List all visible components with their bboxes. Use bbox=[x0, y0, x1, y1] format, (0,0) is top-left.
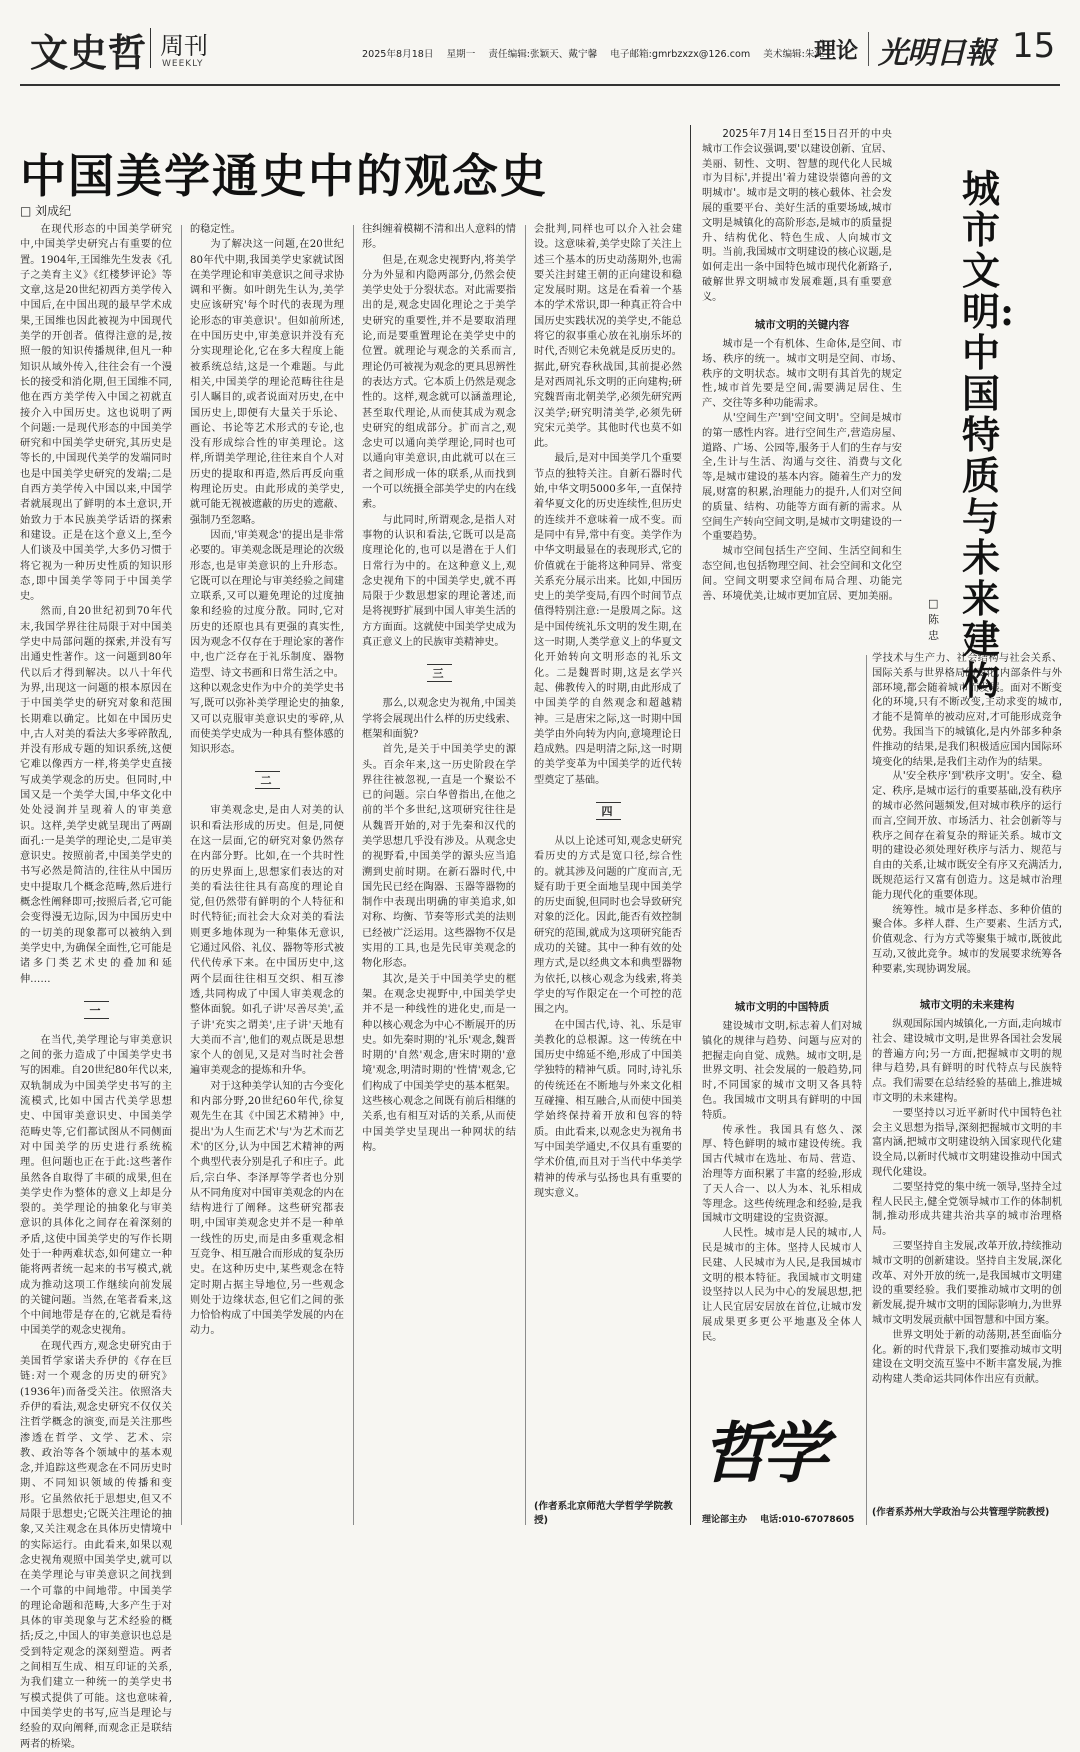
column-divider bbox=[353, 225, 354, 1525]
article1-col1 bbox=[20, 222, 172, 1750]
article1-affiliation: (作者系北京师范大学哲学学院教授) bbox=[534, 1500, 682, 1528]
weekly-label: 周刊 bbox=[160, 32, 208, 60]
footer-host: 理论部主办 bbox=[702, 1515, 748, 1525]
paragraph: 二要坚持党的集中统一领导,坚持全过程人民民主,健全党领导城市工作的体制机制,推动形成共建共治共享的城市治理格局。 bbox=[872, 1181, 1062, 1238]
lead-paragraph: 2025年7月14日至15日召开的中央城市工作会议强调,要'以建设创新、宜居、美丽、韧性、文明、智慧的现代化人民城市为目标',并提出'着力建设崇德向善的文明城市'。城市是文明的核心载体、社会发展的重要平台、美好生活的重要场域,城市文明是城镇化的高阶形态,是城市的质量提升、结构优化、特色生成、人向城市文明。当前,我国城市文明建设的核心议题,是如何走出一条中国特色城市现代化新路子,破解世界文明城市发展难题,具有重要意义。 bbox=[702, 129, 892, 303]
column-label: 理论 bbox=[814, 39, 859, 64]
philosophy-badge bbox=[700, 1400, 864, 1508]
paragraph: 对于这种美学认知的古今变化和内部分野,20世纪60年代,徐复观先生在其《中国艺术精神》中,提出'为人生而艺术'与'为艺术而艺术'的区分,认为中国艺术精神的两个典型代表分别是孔子和庄子。此后,宗白华、李泽厚等学者也分别从不同角度对中国审美观念的内在结构进行了阐释。这些研究都表明,中国审美观念史并不是一种单一线性的历史,而是由多重观念相互竞争、相互融合而形成的复杂历史。在这种历史中,某些观念在特定时期占据主导地位,另一些观念则处于边缘状态,但它们之间的张力恰恰构成了中国美学发展的内在动力。 bbox=[190, 1080, 344, 1337]
article-divider bbox=[690, 125, 691, 1525]
paragraph: 的稳定性。 bbox=[190, 224, 241, 235]
paragraph: 一要坚持以习近平新时代中国特色社会主义思想为指导,深刻把握城市文明的丰富内涵,把城市文明建设纳入国家现代化建设全局,以新时代城市文明建设推动中国式现代化建设。 bbox=[872, 1107, 1062, 1178]
article2-col3 bbox=[702, 992, 862, 1397]
article1-title: 中国美学通史中的观念史 bbox=[20, 149, 548, 203]
paper-name: 光明日報 bbox=[878, 36, 994, 71]
paragraph: 在现代西方,观念史研究由于美国哲学家诺夫乔伊的《存在巨链:对一个观念的历史的研究》(1936年)而备受关注。依照洛夫乔伊的看法,观念史研究不仅仅关注哲学概念的演变,而是关注那些渗透在哲学、文学、艺术、宗教、政治等各个领域中的基本观念,并追踪这些观念在不同历史时期、不同知识领域的传播和变形。它虽然依托于思想史,但又不局限于思想史;它既关注理论的抽象,又关注观念在具体历史情境中的实际运行。由此看来,如果以观念史视角观照中国美学史,就可以在美学理论与审美意识之间找到一个可靠的中间地带。中国美学的理论命题和范畴,大多产生于对具体的审美现象与艺术经验的概括;反之,中国人的审美意识也总是受到特定观念的深刻塑造。两者之间相互生成、相互印证的关系,为我们建立一种统一的美学史书写模式提供了可能。这也意味着,中国美学史的书写,应当是理论与经验的双向阐释,而观念正是联结两者的桥梁。 bbox=[20, 1340, 172, 1750]
paragraph: 往纠缠着模糊不清和出人意料的情形。 bbox=[362, 224, 516, 251]
paragraph: 三要坚持自主发展,改革开放,持续推动城市文明的创新建设。坚持自主发展,深化改革、对外开放的统一,是我国城市文明建设的重要经验。我们要推动城市文明的创新发展,提升城市文明的国际影响力,为世界城市文明发展贡献中国智慧和中国方案。 bbox=[872, 1240, 1062, 1326]
article2-col2 bbox=[872, 652, 1062, 987]
paragraph: 学技术与生产力、社会结构与社会关系、国际关系与世界格局的变化,内部条件与外部环境,都会随着城市而发展。面对不断变化的环境,只有不断改变,主动求变的城市,才能不是简单的被动应对,才可能形成竞争优势。我国当下的城镇化,是内外部多种条件推动的结果,是我们积极适应国内国际环境变化的结果,是我们主动作为的结果。 bbox=[872, 653, 1062, 768]
footer-phone: 电话:010-67078605 bbox=[760, 1515, 855, 1525]
subheading: 城市文明的关键内容 bbox=[754, 319, 850, 331]
header-email: 电子邮箱:gmrbzxzx@126.com bbox=[610, 49, 751, 60]
section-marker: 一 bbox=[20, 1001, 172, 1019]
paragraph: 从'安全秩序'到'秩序文明'。安全、稳定、秩序,是城市运行的重要基础,没有秩序的城市必然问题频发,但对城市秩序的运行而言,空间开放、市场活力、社会创新等与秩序之间存在着复杂的辩证关系。城市文明的建设必须处理好秩序与活力、规范与自由的关系,让城市既安全有序又充满活力,既规范运行又富有创造力。这是城市治理能力现代化的重要体现。 bbox=[872, 771, 1062, 901]
header-editors: 责任编辑:张颖天、戴宁馨 bbox=[488, 49, 598, 60]
subheading: 城市文明的未来建构 bbox=[919, 999, 1015, 1011]
column-divider bbox=[181, 225, 182, 1525]
paragraph: 那么,以观念史为视角,中国美学将会展现出什么样的历史线索、框架和面貌? bbox=[362, 698, 516, 740]
paragraph: 从以上论述可知,观念史研究看历史的方式是宽口径,综合性的。就其涉及问题的广度而言,无疑有助于更全面地呈现中国美学的历史面貌,但同时也会导致研究对象的泛化。因此,能否有效控制研究的范围,就成为这项研究能否成功的关键。其中一种有效的处理方式,是以经典文本和典型器物为依托,以核心观念为线索,将美学史的写作限定在一个可控的范围之内。 bbox=[534, 835, 682, 1016]
paragraph: 世界文明处于新的动荡期,甚至面临分化。新的时代背景下,我们要推动城市文明建设在文明交流互鉴中不断丰富发展,为推动构建人类命运共同体作出应有贡献。 bbox=[872, 1329, 1062, 1386]
paragraph: 在现代形态的中国美学研究中,中国美学史研究占有重要的位置。1904年,王国维先生发表《孔子之美育主义》《红楼梦评论》等文章,这是20世纪初西方美学传入中国后,在中国出现的最早学术成果,王国维也因此被视为中国现代美学的开创者。值得注意的是,按照一般的知识传播规律,但凡一种知识从域外传入,往往会有一个漫长的接受和消化期,但王国维不同,他在西方美学传入中国之初就直接介入中国历史。这也说明了两个问题:一是现代形态的中国美学研究和中国美学史研究,其历史是等长的,中国现代美学的发端同时也是中国美学史研究的发端;二是自西方美学传入中国以来,中国学者就展现出了鲜明的本土意识,开始致力于本民族美学话语的探索和建设。正是在这个意义上,至今人们谈及中国美学,大多仍习惯于将它视为一种历史性质的知识形态,即中国美学等同于中国美学史。 bbox=[20, 224, 172, 603]
paragraph: 但是,在观念史视野内,将美学分为外显和内隐两部分,仍然会使美学史处于分裂状态。对此需要指出的是,观念史固化理论之于美学史研究的重要性,并不是要取消理论,而是要重置理论在美学史中的位置。就理论与观念的关系而言,理论仍可被视为观念的更具思辨性的表达方式。它本质上仍然是观念性的。这样,观念就可以涵盖理论,甚至取代理论,从而使其成为观念史研究的组成部分。扩而言之,观念史可以通向美学理论,同时也可以通向审美意识,由此就可以在三者之间形成一体的联系,从而找到一个可以统摄全部美学史的内在线索。 bbox=[362, 254, 516, 511]
paragraph: 其次,是关于中国美学史的框架。在观念史视野中,中国美学史并不是一种线性的进化史,而是一种以核心观念为中心不断展开的历史。如先秦时期的'礼乐'观念,魏晋时期的'自然'观念,唐宋时期的'意境'观念,明清时期的'性情'观念,它们构成了中国美学史的基本框架。这些核心观念之间既有前后相继的关系,也有相互对话的关系,从而使中国美学史呈现出一种网状的结构。 bbox=[362, 973, 516, 1153]
page-number: 15 bbox=[1012, 26, 1056, 66]
paragraph: 为了解决这一问题,在20世纪80年代中期,我国美学史家就试图在美学理论和审美意识之间寻求协调和平衡。如叶朗先生认为,美学史应该研究'每个时代的表现为理论形态的审美意识'。但如前所述,在中国历史中,审美意识并没有充分实现理论化,它在多大程度上能被系统总结,这是一个难题。与此相关,中国美学的理论范畴往往是引人瞩目的,或者说面对历史,在中国历史上,即便有大量关于乐论、画论、书论等艺术形式的专论,也没有形成综合性的审美理论。这样,所谓美学理论,往往来自个人对历史的提取和再造,然后再反向重构理论历史。由此形成的美学史,就可能无视被遮蔽的历史的遮蔽、强制乃至忽略。 bbox=[190, 239, 344, 526]
paragraph: 在当代,美学理论与审美意识之间的张力造成了中国美学史书写的困难。自20世纪80年代以来,双轨制成为中国美学史书写的主流模式,比如中国古代美学思想史、中国审美意识史、中国美学范畴史等,它们都试图从不同侧面对中国美学的历史进行系统梳理。但问题也正在于此:这些著作虽然各自取得了丰硕的成果,但在美学史作为整体的意义上却是分裂的。美学理论的抽象化与审美意识的具体化之间存在着深刻的矛盾,这使中国美学史的写作长期处于一种两难状态,如何建立一种能将两者统一起来的书写模式,就成为推动这项工作继续向前发展的关键问题。当然,在笔者看来,这个中间地带是存在的,它就是看待中国美学的观念史视角。 bbox=[20, 1034, 172, 1337]
header-rule bbox=[20, 84, 1060, 86]
paragraph: 传承性。我国具有悠久、深厚、特色鲜明的城市建设传统。我国古代城市在选址、布局、营造、治理等方面积累了丰富的经验,形成了天人合一、以人为本、礼乐相成等理念。这些传统理念和经验,是我国城市文明建设的宝贵资源。 bbox=[702, 1124, 862, 1225]
article1-col3 bbox=[362, 222, 516, 1528]
header-date: 2025年8月18日 bbox=[362, 49, 434, 60]
article1-author: □ 刘成纪 bbox=[20, 204, 72, 218]
article2-title: 城市文明:中国特质与未来建构 bbox=[962, 166, 1015, 703]
paragraph: 在中国古代,诗、礼、乐是审美教化的总根源。这一传统在中国历史中绵延不绝,形成了中国美学独特的精神气质。同时,诗礼乐的传统还在不断地与外来文化相互碰撞、相互融合,从而使中国美学始终保持着开放和包容的特质。由此看来,以观念史为视角书写中国美学通史,不仅具有重要的学术价值,而且对于当代中华美学精神的传承与弘扬也具有重要的现实意义。 bbox=[534, 1019, 682, 1199]
footer-info bbox=[702, 1512, 854, 1525]
column-divider bbox=[525, 225, 526, 1525]
section-name: 文史哲 bbox=[30, 30, 148, 75]
paragraph: 统筹性。城市是多样态、多种价值的聚合体。多样人群、生产要素、生活方式,价值观念、行为方式等聚集于城市,既彼此互动,又彼此竞争。城市的发展要求统筹各种要素,实现协调发展。 bbox=[872, 904, 1062, 975]
paragraph: 人民性。城市是人民的城市,人民是城市的主体。坚持人民城市人民建、人民城市为人民,是我国城市文明的根本特征。我国城市文明建设坚持以人民为中心的发展思想,把让人民宜居安居放在首位,让城市发展成果更多更公平地惠及全体人民。 bbox=[702, 1228, 862, 1343]
subheading: 城市文明的中国特质 bbox=[734, 1001, 830, 1013]
article1-col2 bbox=[190, 222, 344, 1528]
header-art-editor: 美术编辑:朱江 bbox=[763, 49, 825, 60]
article2-affiliation: (作者系苏州大学政治与公共管理学院教授) bbox=[872, 1507, 1050, 1518]
section-marker: 三 bbox=[362, 664, 516, 682]
paragraph: 然而,自20世纪初到70年代末,我国学界往往局限于对中国美学史中局部问题的探索,并没有写出通史性著作。这一问题到80年代以后才得到解决。以八十年代为界,出现这一问题的根本原因在于中国美学史的研究对象和范围长期难以确定。比如在中国历史中,古人对美的看法大多零碎散乱,并没有形成专题的知识系统,这便它难以像西方一样,将美学史直接写成美学观念的历史。但同时,中国又是一个美学大国,中华文化中处处浸润并呈现着人的审美意识。这样,美学史就呈现出了两副面孔:一是美学的理论史,二是审美意识史。按照前者,中国美学史的书写必然是简洁的,往往从中国历史中提取几个概念范畴,然后进行概念性阐释即可;按照后者,它可能会变得漫无边际,因为中国历史中的一切美的现象都可以被纳入到美学史中,为确保全面性,它可能是诸多门类艺术史的叠加和延伸…… bbox=[20, 606, 172, 985]
article1-col4 bbox=[534, 222, 682, 1528]
masthead-divider-2 bbox=[868, 32, 869, 66]
paragraph: 最后,是对中国美学几个重要节点的独特关注。自新石器时代始,中华文明5000多年,一直保持着华夏文化的历史连续性,但历史的连续并不意味着一成不变。而是同中有异,常中有变。美学作为中华文明最显在的表现形式,它的价值就在于能将这种同异、常变关系充分展示出来。比如,中国历史上的美学变局,有四个时间节点值得特别注意:一是殷周之际。这是中国传统礼乐文明的发生期,在这一时期,人类学意义上的华夏文化开始转向文明形态的礼乐文化。二是魏晋时期,这是玄学兴起、佛教传入的时期,由此形成了中国美学的自然观念和超越精神。三是唐宋之际,这一时期中国美学由外向转为内向,意境理论日趋成熟。四是明清之际,这一时期的美学变革为中国美学的近代转型奠定了基础。 bbox=[534, 453, 682, 786]
article2-author: □ 陈 忠 bbox=[928, 597, 939, 642]
column-divider bbox=[866, 655, 867, 1525]
section-marker: 四 bbox=[534, 802, 682, 820]
weekly-en: WEEKLY bbox=[162, 59, 204, 69]
header-weekday: 星期一 bbox=[446, 49, 476, 60]
paragraph: 首先,是关于中国美学史的源头。百余年来,这一历史阶段在学界往往被忽视,一直是一个聚讼不已的问题。宗白华曾指出,在他之前的半个多世纪,这项研究往往是从魏晋开始的,对于先秦和汉代的美学思想几乎没有涉及。从观念史的视野看,中国美学的源头应当追溯到史前时期。在新石器时代,中国先民已经在陶器、玉器等器物的制作中表现出明确的审美追求,如对称、均衡、节奏等形式美的法则已经被广泛运用。这些器物不仅是实用的工具,也是先民审美观念的物化形态。 bbox=[362, 744, 516, 970]
masthead-divider bbox=[150, 28, 151, 68]
paragraph: 会批判,同样也可以介入社会建设。这意味着,美学史除了关注上述三个基本的历史动荡期外,也需要关注封建王朝的正向建设和稳定发展时期。这是在看着一个基本的学术常识,即一种真正符合中国历史实践状况的美学史,不能总将它的叙事重心放在礼崩乐坏的时代,否则它未免就是反历史的。据此,研究春秋战国,其前提必然是对西周礼乐文明的正向建构;研究魏晋南北朝美学,必须先研究两汉美学;研究明清美学,必须先研究宋元美学。其他时代也莫不如此。 bbox=[534, 224, 682, 450]
section-marker: 二 bbox=[190, 771, 344, 789]
article2-col4 bbox=[872, 990, 1062, 1502]
paragraph: 与此同时,所谓观念,是指人对事物的认识和看法,它既可以是高度理论化的,也可以是潜在于人们日常行为中的。在这种意义上,观念史视角下的中国美学史,就不再局限于少数思想家的理论著述,而是将视野扩展到中国人审美生活的方方面面。这就使中国美学史成为真正意义上的民族审美精神史。 bbox=[362, 514, 516, 649]
article2-lead bbox=[702, 128, 892, 304]
paragraph: 审美观念史,是由人对美的认识和看法形成的历史。但是,同便在这一层面,它的研究对象仍然存在内部分野。比如,在一个共时性的历史界面上,思想家们表达的对美的看法往往具有高度的理论自觉,但仍然带有鲜明的个人特征和时代特征;而社会大众对美的看法则更多地体现为一种集体无意识,它通过风俗、礼仪、器物等形式被代代传承下来。在中国历史中,这两个层面往往相互交织、相互渗透,共同构成了中国人审美观念的整体面貌。如孔子讲'尽善尽美',孟子讲'充实之谓美',庄子讲'天地有大美而不言',他们的观点既是思想家个人的创见,又是对当时社会普遍审美观念的提炼和升华。 bbox=[190, 805, 344, 1077]
paragraph: 城市空间包括生产空间、生活空间和生态空间,也包括物理空间、社会空间和文化空间。空间文明要求空间布局合理、功能完善、环境优美,让城市更加宜居、更加美丽。 bbox=[702, 546, 902, 602]
paragraph: 纵观国际国内城镇化,一方面,走向城市社会、建设城市文明,是世界各国社会发展的普遍方向;另一方面,把握城市文明的规律与趋势,具有鲜明的时代特点与民族特点。我们需要在总结经验的基础上,推进城市文明的未来建构。 bbox=[872, 1019, 1062, 1104]
paragraph: 城市是一个有机体、生命体,是空间、市场、秩序的统一。城市文明是空间、市场、秩序的文明状态。城市文明有其首先的规定性,城市首先要是空间,需要满足居住、生产、交往等多种功能需求。 bbox=[702, 339, 902, 410]
badge-text: 哲学 bbox=[702, 1414, 822, 1492]
paragraph: 因而,'审美观念'的提出是非常必要的。审美观念既是理论的次级形态,也是审美意识的上升形态。它既可以在理论与审美经验之间建立联系,又可以避免理论的过度抽象和经验的过度分散。同时,它对历史的还原也具有更强的真实性,因为观念不仅存在于理论家的著作中,也广泛存在于礼乐制度、器物造型、诗文书画和日常生活之中。这种以观念史作为中介的美学史书写,既可以弥补美学理论史的抽象,又可以克服审美意识史的零碎,从而使美学史成为一种具有整体感的知识形态。 bbox=[190, 529, 344, 756]
paragraph: 从'空间生产'到'空间文明'。空间是城市的第一感性内容。进行空间生产,营造房屋、道路、广场、公园等,服务于人们的生存与安全,生计与生活、沟通与交往、消费与文化等,是城市建设的基本内容。随着生产力的发展,财富的积累,治理能力的提升,人们对空间的质量、结构、功能等方面有新的需求。从空间生产转向空间文明,是城市文明建设的一个重要趋势。 bbox=[702, 412, 902, 543]
paragraph: 建设城市文明,标志着人们对城镇化的规律与趋势、问题与应对的把握走向自觉、成熟。城市文明,是世界文明、社会发展的一般趋势,同时,不同国家的城市文明又各具特色。我国城市文明具有鲜明的中国特质。 bbox=[702, 1021, 862, 1121]
header-info bbox=[362, 46, 824, 60]
masthead bbox=[0, 0, 1080, 86]
